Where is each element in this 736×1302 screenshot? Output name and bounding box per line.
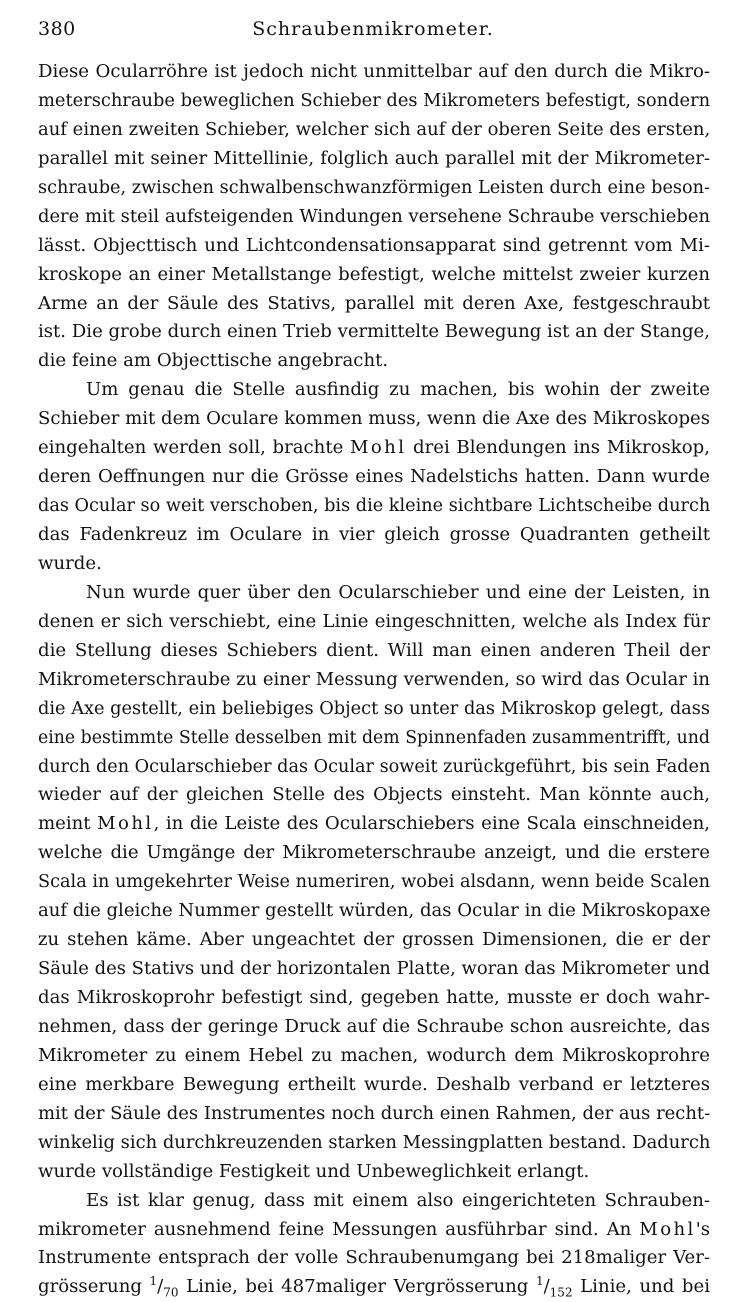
text-line: Mikrometerschraube zu einer Messung verwenden, so wird das Ocular in [38, 668, 710, 690]
text-line: Es ist klar genug, dass mit einem also eingerichteten Schrauben- [86, 1189, 710, 1211]
text-line: deren Oeffnungen nur die Grösse eines Nadelstichs hatten. Dann wurde [38, 466, 710, 488]
text-line: Schieber mit dem Oculare kommen muss, wenn die Axe des Mikroskopes [38, 408, 710, 430]
text-line: das Fadenkreuz im Oculare in vier gleich grosse Quadranten getheilt [38, 524, 710, 545]
text-line: eine bestimmte Stelle desselben mit dem Spinnenfaden zusammentrifft, und [38, 726, 710, 748]
page-number: 380 [38, 18, 76, 40]
text-line: wurde vollständige Festigkeit und Unbeweglichkeit erlangt. [38, 1160, 590, 1182]
text-line: winkelig sich durchkreuzenden starken Messingplatten bestand. Dadurch [38, 1131, 711, 1153]
text-line: grösserung $^1/_{70}$ Linie, bei 487maliger Vergrösserung $^1/_{152}$ Linie, und bei [38, 1274, 711, 1300]
text-line: das Ocular so weit verschoben, bis die kleine sichtbare Lichtscheibe durch [38, 495, 711, 517]
text-line: welche die Umgänge der Mikrometerschraube anzeigt, und die erstere [38, 842, 710, 864]
text-line: Diese Ocularröhre ist jedoch nicht unmittelbar auf den durch die Mikro- [38, 61, 710, 82]
text-line: ist. Die grobe durch einen Trieb vermittelte Bewegung ist an der Stange, [38, 321, 710, 343]
text-line: Säule des Stativs und der horizontalen Platte, woran das Mikrometer und [38, 958, 711, 980]
text-line: Um genau die Stelle ausfindig zu machen, bis wohin der zweite [86, 379, 710, 401]
text-line: meint Mohl, in die Leiste des Ocularschiebers eine Scala einschneiden, [38, 813, 711, 835]
author-name: Mohl [349, 437, 407, 459]
text-line: eingehalten werden soll, brachte Mohl drei Blendungen ins Mikroskop, [38, 437, 710, 459]
text-line: die Axe gestellt, ein beliebiges Object so unter das Mikroskop gelegt, dass [38, 697, 710, 719]
text-line: wieder auf der gleichen Stelle des Objects einsteht. Man könnte auch, [38, 784, 710, 806]
text-line: Nun wurde quer über den Ocularschieber und eine der Leisten, in [86, 581, 710, 603]
text-line: das Mikroskoprohr befestigt sind, gegeben hatte, musste er doch wahr- [38, 987, 710, 1008]
text-line: Arme an der Säule des Stativs, parallel mit deren Axe, festgeschraubt [38, 292, 710, 314]
text-line: die Stellung dieses Schiebers dient. Will man einen anderen Theil der [38, 639, 710, 661]
text-line: parallel mit seiner Mittellinie, folglich auch parallel mit der Mikrometer- [38, 147, 710, 169]
text-line: schraube, zwischen schwalbenschwanzförmigen Leisten durch eine beson- [38, 176, 710, 198]
text-line: zu stehen käme. Aber ungeachtet der grossen Dimensionen, die er der [38, 929, 710, 951]
author-name: Mohl [639, 1218, 696, 1240]
text-line: mit der Säule des Instrumentes noch durch einen Rahmen, der aus recht- [38, 1102, 711, 1124]
text-line: denen er sich verschiebt, eine Linie eingeschnitten, welche als Index für [38, 610, 710, 632]
author-name: Mohl [97, 813, 154, 835]
text-line: Mikrometer zu einem Hebel zu machen, wodurch dem Mikroskoprohre [38, 1044, 710, 1066]
text-line: Instrumente entsprach der volle Schraubenumgang bei 218maliger Ver- [38, 1247, 710, 1269]
text-line: wurde. [38, 552, 102, 574]
text-line: eine merkbare Bewegung ertheilt wurde. Deshalb verband er letzteres [38, 1073, 710, 1095]
text-line: nehmen, dass der geringe Druck auf die Schraube schon ausreichte, das [38, 1015, 710, 1037]
text-line: kroskope an einer Metallstange befestigt, welche mittelst zweier kurzen [38, 263, 710, 285]
fraction-one-seventieth: $^1/_{70}$ [149, 1274, 179, 1300]
text-line: die feine am Objecttische angebracht. [38, 350, 389, 372]
text-line: durch den Ocularschieber das Ocular soweit zurückgeführt, bis sein Faden [38, 755, 711, 777]
text-line: lässt. Objecttisch und Lichtcondensationsapparat sind getrennt vom Mi- [38, 234, 710, 256]
text-line: dere mit steil aufsteigenden Windungen versehene Schraube verschieben [38, 205, 711, 227]
text-line: auf einen zweiten Schieber, welcher sich auf der oberen Seite des ersten, [38, 118, 711, 140]
text-line: auf die gleiche Nummer gestellt würden, das Ocular in die Mikroskopaxe [38, 900, 711, 922]
running-title: Schraubenmikrometer. [252, 18, 494, 40]
fraction-one-152nd: $^1/_{152}$ [535, 1274, 573, 1300]
text-line: meterschraube beweglichen Schieber des Mikrometers befestigt, sondern [38, 89, 711, 111]
text-line: mikrometer ausnehmend feine Messungen ausführbar sind. An Mohl's [38, 1218, 710, 1240]
page-header [38, 16, 708, 44]
body-text [38, 58, 710, 1302]
text-line: Scala in umgekehrter Weise numeriren, wobei alsdann, wenn beide Scalen [38, 871, 710, 893]
